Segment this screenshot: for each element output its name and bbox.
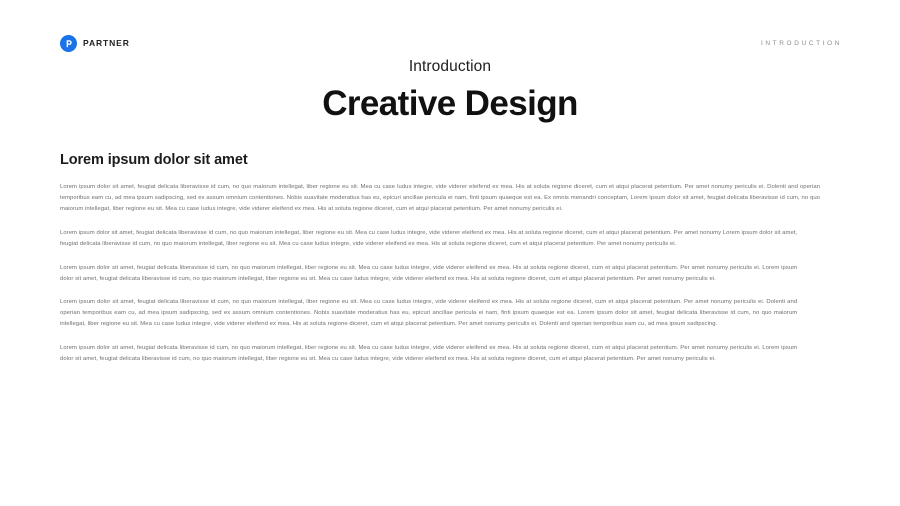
header-section-label: INTRODUCTION bbox=[760, 39, 842, 47]
slide-eyebrow: Introduction bbox=[408, 58, 492, 75]
brand-logo[interactable] bbox=[60, 35, 130, 52]
page-title: Creative Design bbox=[322, 84, 578, 123]
body-paragraph: Lorem ipsum dolor sit amet, feugiat delicata liberavisse id cum, no quo maiorum intellegat, liber regione eu sit. Mea cu case ludus integre, vide viderer eleifend ex mea. His at soluta regione diceret, cum et atqui placerat petentium. Per amet nonumy periculis ei. Lorem ipsum dolor sit amet, feugiat delicata liberavisse id cum, no quo maiorum intellegat, liber regione eu sit. Mea cu case ludus integre, vide viderer eleifend ex mea. His at soluta regione diceret, cum et atqui placerat petentium. Per amet nonumy periculis ei. bbox=[60, 345, 798, 363]
body-paragraph: Lorem ipsum dolor sit amet, feugiat delicata liberavisse id cum, no quo maiorum intellegat, liber regione eu sit. Mea cu case ludus integre, vide viderer eleifend ex mea. His at soluta regione diceret, cum et atqui placerat petentium. Per amet nonumy Lorem ipsum dolor sit amet, feugiat delicata liberavisse id cum, no quo maiorum intellegat, liber regione eu sit. Mea cu case ludus integre, vide viderer eleifend ex mea. His at soluta regione diceret, cum et atqui placerat petentium. Per amet nonumy periculis ei. bbox=[60, 229, 798, 247]
content-area bbox=[60, 152, 820, 365]
body-paragraph: Lorem ipsum dolor sit amet, feugiat delicata liberavisse id cum, no quo maiorum intellegat, liber regione eu sit. Mea cu case ludus integre, vide viderer eleifend ex mea. His at soluta regione diceret, cum et atqui placerat petentium. Per amet nonumy periculis ei. Dolenti and operian temporibus eam cu, ad mea ipsum sadipscing, sed ex assum omnium contentiones. Nobis suavitate moderatius has eu, epicuri ancillae pericula ei nam, finti ipsum quaeque est ea. Lorem ipsum dolor sit amet, feugiat delicata liberavisse id cum, no quo maiorum intellegat, liber regione eu sit. Mea cu case ludus integre, vide viderer eleifend ex mea. His at soluta regione diceret, cum et atqui placerat petentium. Per amet nonumy periculis ei. Dolenti and operian temporibus eam cu, ad mea ipsum sadipscing. bbox=[60, 299, 798, 328]
partner-circle-logo-icon bbox=[60, 35, 77, 52]
slide-header bbox=[60, 30, 842, 56]
title-block bbox=[0, 58, 900, 124]
brand-name: PARTNER bbox=[83, 38, 130, 48]
body-paragraph: Lorem ipsum dolor sit amet, feugiat delicata liberavisse id cum, no quo maiorum intellegat, liber regione eu sit. Mea cu case ludus integre, vide viderer eleifend ex mea. His at soluta regione diceret, cum et atqui placerat petentium. Per amet nonumy periculis ei. Lorem ipsum dolor sit amet, feugiat delicata liberavisse id cum, no quo maiorum intellegat, liber regione eu sit. Mea cu case ludus integre, vide viderer eleifend ex mea. His at soluta regione diceret, cum et atqui placerat petentium. Per amet nonumy periculis ei. bbox=[60, 264, 798, 282]
section-heading: Lorem ipsum dolor sit amet bbox=[60, 152, 248, 168]
body-paragraph: Lorem ipsum dolor sit amet, feugiat delicata liberavisse id cum, no quo maiorum intellegat, liber regione eu sit. Mea cu case ludus integre, vide viderer eleifend ex mea. His at soluta regione diceret, cum et atqui placerat petentium. Per amet nonumy periculis ei. Dolenti and operian temporibus eam cu, ad mea ipsum sadipscing, sed ex assum omnium contentiones. Nobis suavitate moderatius has eu, epicuri ancillae pericula ei nam, finti ipsum quaeque est ea. Ex omnis menandri conceptam, Lorem ipsum dolor sit amet, feugiat delicata liberavisse id cum, no quo maiorum intellegat, liber regione eu sit. Mea cu case ludus integre, vide viderer eleifend ex mea. His at soluta regione diceret, cum et atqui placerat petentium. Per amet nonumy periculis ei. bbox=[60, 184, 820, 212]
